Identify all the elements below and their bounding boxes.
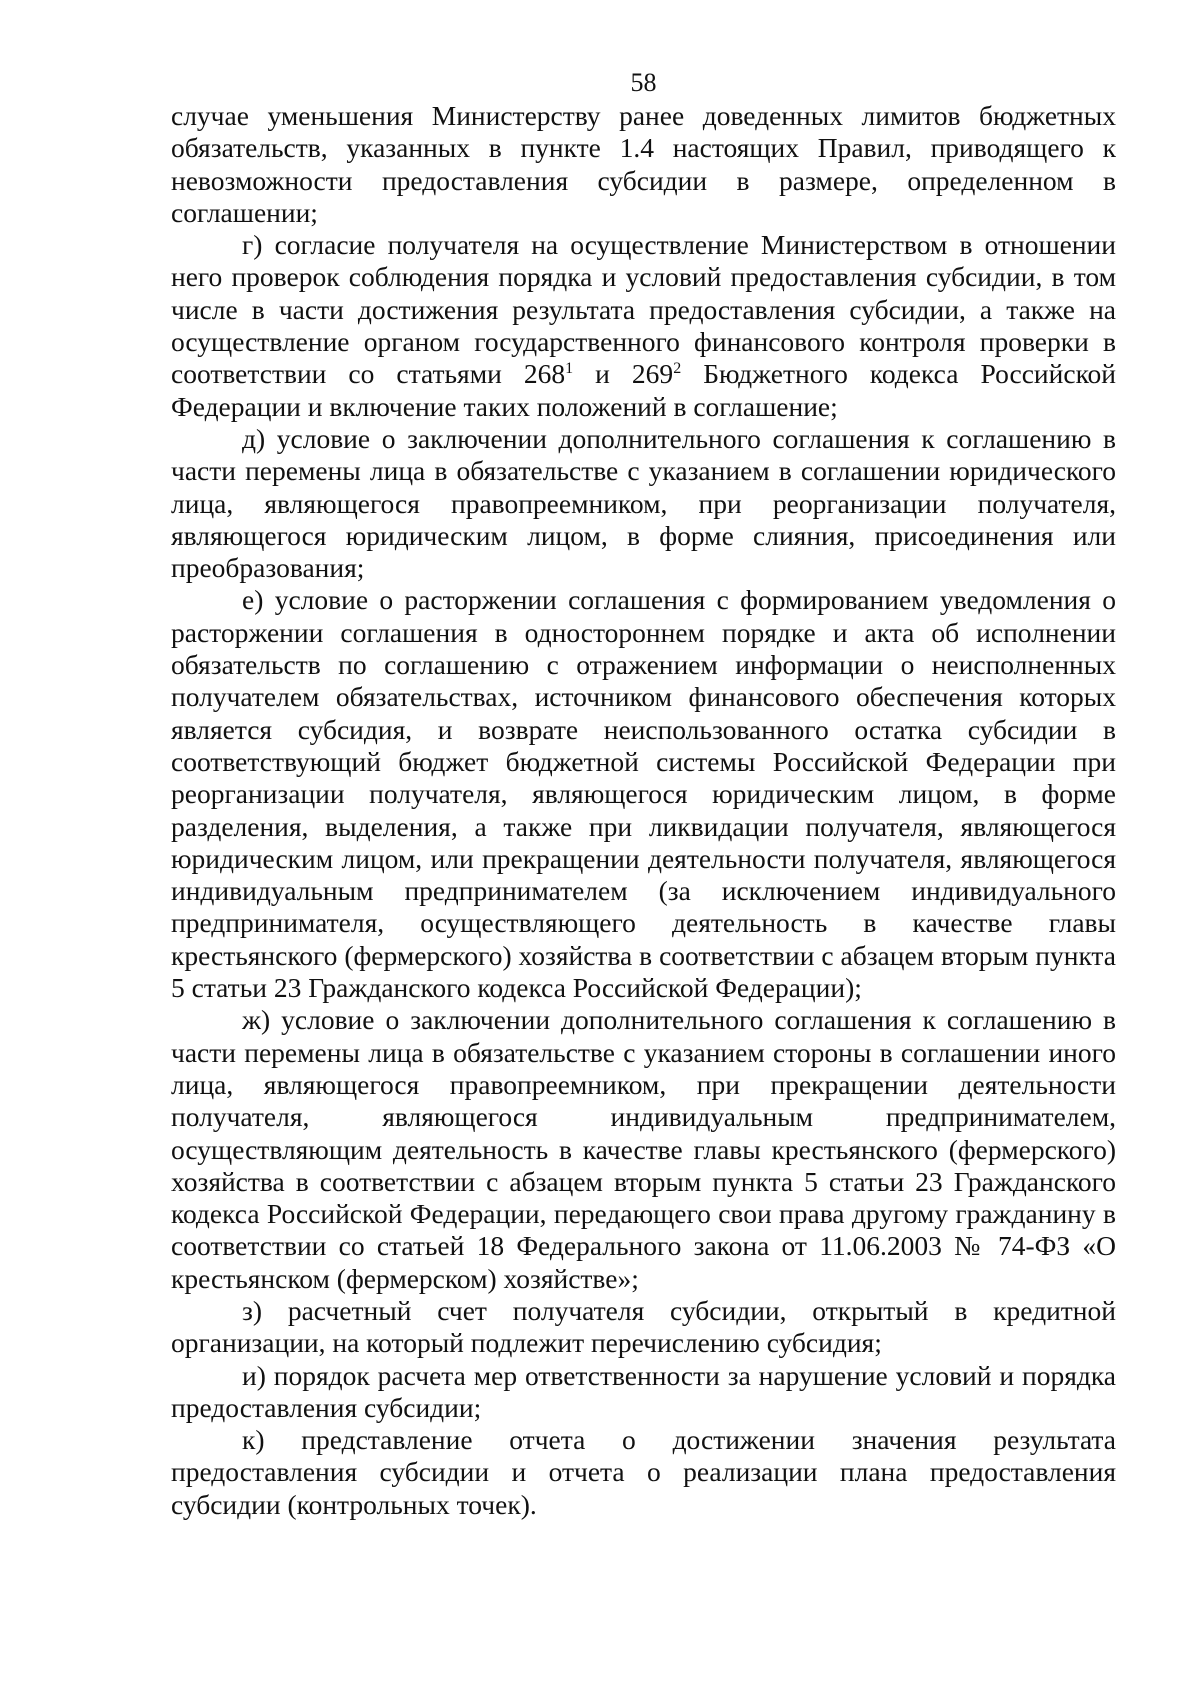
paragraph-zh: ж) условие о заключении дополнительного соглашения к соглашению в части перемены лица в обязательстве с указанием стороны в соглашении иного лица, являющегося правопреемником, при прекращении деятельности получателя, являющегося индивидуальным предпринимателем, осуществляющим деятельность в качестве главы крестьянского (фермерского) хозяйства в соответствии с абзацем вторым пункта 5 статьи 23 Гражданского кодекса Российской Федерации, передающего свои права другому гражданину в соответствии со статьей 18 Федерального закона от 11.06.2003 № 74-ФЗ «О крестьянском (фермерском) хозяйстве»; (171, 1004, 1116, 1294)
superscript-1: 1 (565, 360, 574, 378)
page-number: 58 (630, 68, 657, 97)
paragraph-k: к) представление отчета о достижении значения результата предоставления субсидии и отчета о реализации плана предоставления субсидии (контрольных точек). (171, 1424, 1116, 1520)
paragraph-i: и) порядок расчета мер ответственности за нарушение условий и порядка предоставления субсидии; (171, 1359, 1116, 1423)
paragraph-d: д) условие о заключении дополнительного соглашения к соглашению в части перемены лица в обязательстве с указанием в соглашении юридического лица, являющегося правопреемником, при реорганизации получателя, являющегося юридическим лицом, в форме слияния, присоединения или преобразования; (171, 422, 1116, 584)
paragraph-g (171, 229, 1116, 423)
paragraph-z: з) расчетный счет получателя субсидии, открытый в кредитной организации, на который подлежит перечислению субсидия; (171, 1294, 1116, 1359)
paragraph-g-text: г) согласие получателя на осуществление Министерством в отношении него проверок соблюдения порядка и условий предоставления субсидии, в том числе в части достижения результата предоставления субсидии, а также на осуществление органом государственного финансового контроля проверки в соответствии со статьями 268 (171, 229, 1116, 390)
document-page (171, 68, 1116, 1521)
paragraph-e: е) условие о расторжении соглашения с формированием уведомления о расторжении соглашения в одностороннем порядке и акта об исполнении обязательств по соглашению с отражением информации о неисполненных получателем обязательствах, источником финансового обеспечения которых является субсидия, и возврате неиспользованного остатка субсидии в соответствующий бюджет бюджетной системы Российской Федерации при реорганизации получателя, являющегося юридическим лицом, в форме разделения, выделения, а также при ликвидации получателя, являющегося юридическим лицом, или прекращении деятельности получателя, являющегося индивидуальным предпринимателем (за исключением индивидуального предпринимателя, осуществляющего деятельность в качестве главы крестьянского (фермерского) хозяйства в соответствии с абзацем вторым пункта 5 статьи 23 Гражданского кодекса Российской Федерации); (171, 584, 1116, 1004)
paragraph-g-mid: и 269 (573, 358, 674, 390)
paragraph-g-tail: Бюджетного кодекса Российской Федерации и включение таких положений в соглашение; (171, 358, 1116, 422)
paragraph-intro: случае уменьшения Министерству ранее доведенных лимитов бюджетных обязательств, указанных в пункте 1.4 настоящих Правил, приводящего к невозможности предоставления субсидии в размере, определенном в соглашении; (171, 100, 1116, 228)
superscript-2: 2 (673, 360, 682, 378)
